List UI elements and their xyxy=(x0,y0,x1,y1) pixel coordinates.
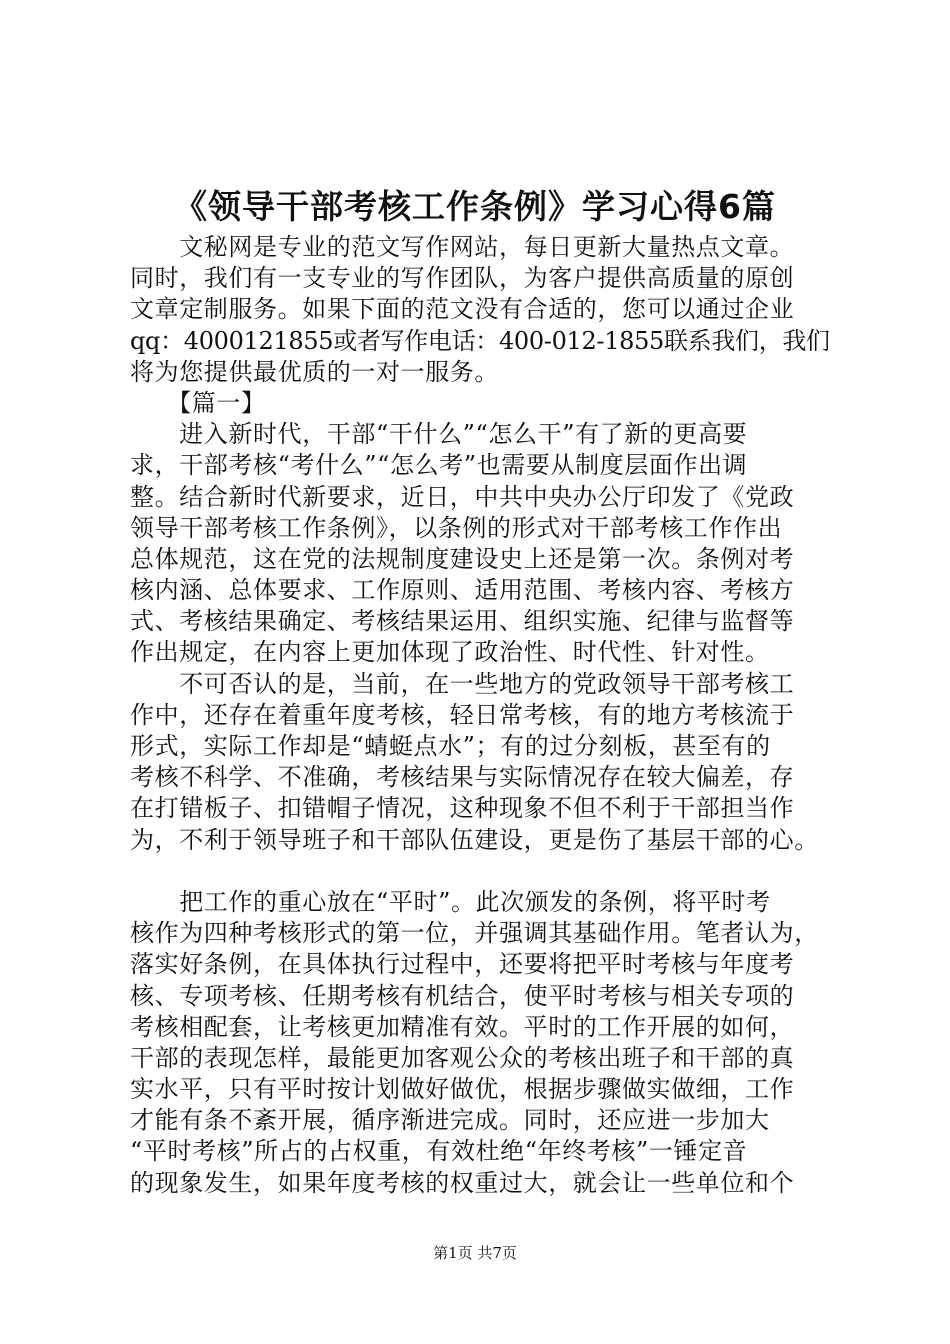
text-line: 核作为四种考核形式的第一位，并强调其基础作用。笔者认为， xyxy=(130,919,819,948)
text-line: 【篇一】 xyxy=(130,388,266,417)
text-line: 式、考核结果确定、考核结果运用、组织实施、纪律与监督等 xyxy=(130,607,795,636)
text-line: 不可否认的是，当前，在一些地方的党政领导干部考核工 xyxy=(130,669,795,698)
text-line: 的现象发生，如果年度考核的权重过大，就会让一些单位和个 xyxy=(130,1168,795,1197)
text-line: 文章定制服务。如果下面的范文没有合适的，您可以通过企业 xyxy=(130,295,795,324)
text-line: 同时，我们有一支专业的写作团队，为客户提供高质量的原创 xyxy=(130,264,795,293)
text-line: 干部的表现怎样，最能更加客观公众的考核出班子和干部的真 xyxy=(130,1043,795,1072)
text-line: “平时考核”所占的占权重，有效杜绝“年终考核”一锤定音 xyxy=(130,1137,748,1166)
document-body xyxy=(130,232,830,1199)
text-line: 作出规定，在内容上更加体现了政治性、时代性、针对性。 xyxy=(130,638,770,667)
text-line: 核、专项考核、任期考核有机结合，使平时考核与相关专项的 xyxy=(130,981,795,1010)
text-line: 核内涵、总体要求、工作原则、适用范围、考核内容、考核方 xyxy=(130,576,795,605)
text-line: 作中，还存在着重年度考核，轻日常考核，有的地方考核流于 xyxy=(130,700,795,729)
text-line: 把工作的重心放在“平时”。此次颁发的条例，将平时考 xyxy=(130,887,771,916)
text-line: 落实好条例，在具体执行过程中，还要将把平时考核与年度考 xyxy=(130,950,795,979)
blank-line xyxy=(130,856,830,887)
text-line: 形式，实际工作却是“蜻蜓点水”；有的过分刻板，甚至有的 xyxy=(130,732,771,760)
text-line: 总体规范，这在党的法规制度建设史上还是第一次。条例对考 xyxy=(130,544,795,573)
page-footer: 第1页 共7页 xyxy=(433,1244,517,1262)
text-line: 才能有条不紊开展，循序渐进完成。同时，还应进一步加大 xyxy=(130,1106,770,1135)
text-line: 实水平，只有平时按计划做好做优，根据步骤做实做细，工作 xyxy=(130,1075,795,1104)
text-line: 在打错板子、扣错帽子情况，这种现象不但不利于干部担当作 xyxy=(130,794,795,823)
text-line: 整。结合新时代新要求，近日，中共中央办公厅印发了《党政 xyxy=(130,482,795,511)
text-line: 考核相配套，让考核更加精准有效。平时的工作开展的如何， xyxy=(130,1012,795,1041)
text-line: 考核不科学、不准确，考核结果与实际情况存在较大偏差，存 xyxy=(130,763,795,792)
document-title: 《领导干部考核工作条例》学习心得6篇 xyxy=(174,187,776,226)
text-line: 为，不利于领导班子和干部队伍建设，更是伤了基层干部的心。 xyxy=(130,825,819,854)
text-line: qq：4000121855或者写作电话：400-012-1855联系我们，我们 xyxy=(130,326,830,355)
text-line: 将为您提供最优质的一对一服务。 xyxy=(130,357,499,386)
text-line: 进入新时代，干部“干什么”“怎么干”有了新的更高要 xyxy=(130,420,748,449)
text-line: 领导干部考核工作条例》，以条例的形式对干部考核工作作出 xyxy=(130,513,783,542)
text-line: 文秘网是专业的范文写作网站，每日更新大量热点文章。 xyxy=(130,233,795,261)
text-line: 求，干部考核“考什么”“怎么考”也需要从制度层面作出调 xyxy=(130,451,748,480)
